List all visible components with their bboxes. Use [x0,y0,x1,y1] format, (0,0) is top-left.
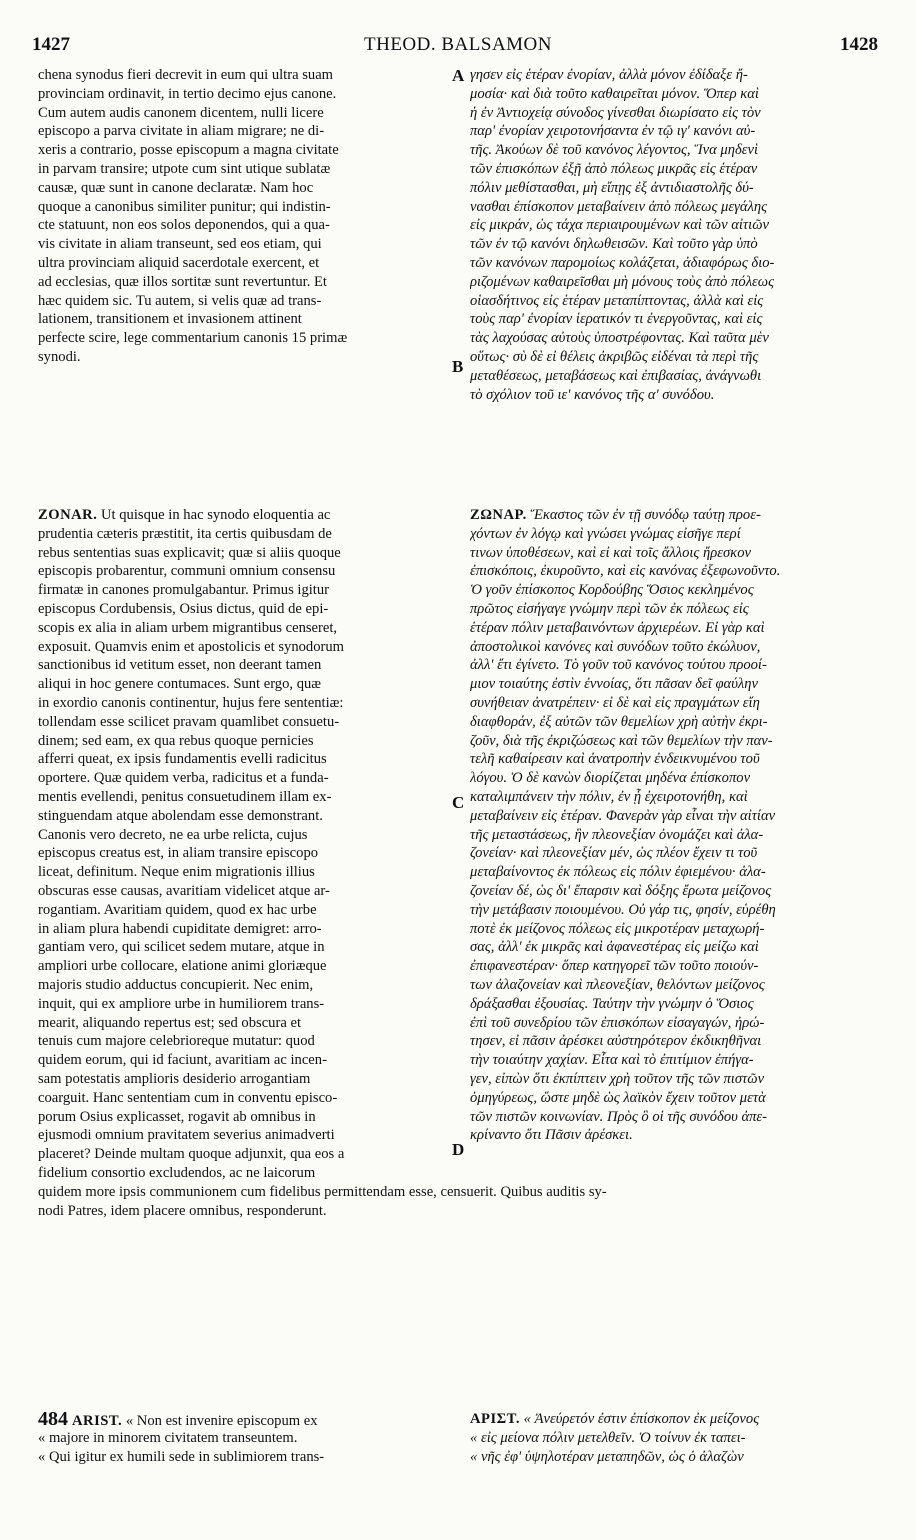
text-line: mearit, aliquando repertus est; sed obscura et [38,1014,302,1031]
text-line: cte statuunt, non eos solos deponendos, qui a qua- [38,217,330,234]
latin-aristenus-label: ARIST. [72,1413,123,1429]
text-line: τῶν πιστῶν κοινωνίαν. Πρὸς ὃ οἱ τῆς συνόδου ἀπε- [470,1108,768,1125]
text-line: ποτὲ ἐκ μείζονος πόλεως εἰς μικροτέραν μεταχωρή- [470,920,765,937]
text-line: ἡ ἐν Ἀντιοχείᾳ σύνοδος γίνεσθαι διωρίσατο εἰς τὸν [470,104,761,121]
text-line: ἐπισκόποις, ἐκυροῦντο, καὶ εἰς κανόνας ἐξεφωνοῦντο. [470,563,781,580]
text-line: τῶν κανόνων παρομοίως κολάζεται, ἀδιαφόρως διο- [470,254,775,271]
text-line: ἀλλ' ἔτι ἐγίνετο. Τὸ γοῦν τοῦ κανόνος τούτου προοί- [470,657,767,674]
margin-letter-d: D [452,1140,465,1159]
text-line: fidelium consortio excludendos, ac ne laicorum [38,1165,316,1181]
text-line: μιον τοιαύτης ἐστὶν ἐννοίας, ὅτι πᾶσαν δεῖ φαύλην [470,676,758,693]
text-line: εἰς μικράν, ὡς τάχα περιαιρουμένων καὶ τῶν αἰτιῶν [470,217,769,234]
latin-aristenus-body [38,1429,442,1467]
text-line: tenuis cum majore celebrioreque mutatur: quod [38,1033,315,1050]
text-line: mentis evellendi, penitus consuetudinem illam ex- [38,788,332,805]
full-width-continuation [38,1164,880,1220]
greek-aristenus-label: ΑΡΙΣΤ. [470,1411,520,1427]
text-line: τὴν τοιαύτην χαχίαν. Εἶτα καὶ τὸ ἐπιτίμιον ἐπήγα- [470,1052,754,1069]
text-line: rebus sententias suas explicavit; quæ si aliis quoque [38,544,341,561]
text-line: συνήθειαν ἀνατρέπειν· εἰ δὲ καὶ εἰς πραγμάτων εἴη [470,694,760,711]
margin-letter-c: C [452,793,465,812]
text-line: ejusmodi omnium pravitatem severius animadverti [38,1127,335,1144]
text-line: καταλιμπάνειν τὴν πόλιν, ἐν ᾗ ἐχειροτονήθη, καὶ [470,788,748,805]
latin-zonaras-body [38,525,442,1164]
text-line: majoris studio adductus concupierit. Nec enim, [38,976,314,993]
text-line: πρῶτος εἰσήγαγε γνώμην περὶ τῶν ἐκ πόλεως εἰς [470,600,749,617]
latin-aristenus-commentary [38,1410,442,1466]
text-line: Canonis vero decreto, ne ea urbe relicta, cujus [38,826,308,843]
text-line: obscuras esse causas, avaritiam videlicet atque ar- [38,882,330,899]
greek-zonaras-label: ΖΩΝΑΡ. [470,507,527,523]
text-line: τὴν μετάβασιν ποιουμένου. Οὐ γάρ τις, φησίν, εὑρέθη [470,901,776,918]
text-line: ampliori urbe collocare, elatione animi gloriæque [38,958,327,975]
text-line: δράξασθαι ἐξουσίας. Ταύτην τὴν γνώμην ὁ Ὅσιος [470,995,754,1012]
text-line: coarguit. Hanc sententiam cum in conventu episco- [38,1089,338,1106]
text-line: firmatæ in canones promulgabantur. Primus igitur [38,582,330,599]
greek-zonaras-body [470,525,880,1145]
text-line: τῆς μεταστάσεως, ἣν πλεονεξίαν ὀνομάζει καὶ ἀλα- [470,826,764,843]
text-line: μεταβαίνειν εἰς ἑτέραν. Φανερὰν γὰρ εἶναι τὴν αἰτίαν [470,807,776,824]
text-line: inquit, qui ex ampliore urbe in humiliorem trans- [38,995,325,1012]
text-line: perfecte scire, lege commentarium canonis 15 primæ [38,330,348,347]
latin-zonaras-first-line [38,506,442,525]
text-line: πόλιν μεθίστασθαι, μὴ εἴπῃς ἐξ ἀντιδιαστολῆς δύ- [470,179,754,196]
text-line: Cum autem audis canonem dicentem, nulli licere [38,104,324,121]
text-line: τησεν, εἰ πᾶσιν ἀρέσκει αὐστηρότερον ἐκδικηθῆναι [470,1033,762,1050]
page-number-left: 1427 [32,34,70,55]
greek-aristenus-commentary [470,1410,880,1466]
page-header [0,34,916,62]
text-line: τῶν ἐπισκόπων ἐξῇ ἀπὸ πόλεως μικρᾶς εἰς ἑτέραν [470,160,758,177]
greek-aristenus-first-line [470,1410,880,1429]
margin-letter-a: A [452,66,465,85]
text-line: episcopus Cordubensis, Osius dictus, quid de epi- [38,600,329,617]
greek-commentary-top [470,66,880,404]
page-section-number: 484 [38,1410,68,1429]
text-line: των ἀλαζονείαν καὶ πλεονεξίαν, θελόντων μείζονος [470,976,765,993]
text-line: porum Osius explicasset, rogavit ab omnibus in [38,1108,316,1125]
text-line: « νῆς ἐφ' ὑψηλοτέραν μεταπηδῶν, ὡς ὁ ἀλαζὼν [470,1448,744,1465]
latin-zonaras-line: Ut quisque in hac synodo eloquentia ac [101,507,331,523]
text-line: μεταθέσεως, μεταβάσεως καὶ ἐπιβασίας, ἀνάγνωθι [470,367,762,384]
text-line: ἐπιφανεστέραν· ὅπερ κατηγορεῖ τῶν τοῦτο ποιούν- [470,958,759,975]
text-line: διαφθοράν, ἐξ αὐτῶν τῶν θεμελίων χρὴ αὐτὴν ἐκρι- [470,713,768,730]
text-line: quidem eorum, qui id faciunt, avaritiam ac incen- [38,1052,327,1069]
page-number-right: 1428 [840,34,878,55]
text-line: ζονείαν· καὶ πλεονεξίαν μέν, ὡς πλέον ἔχειν τι τοῦ [470,845,758,862]
text-line: ριζομένων καθαιρεῖσθαι μὴ μόνους τοὺς ἀπὸ πόλεως [470,273,774,290]
text-line: in parvam transire; utpote cum sint utique sublatæ [38,160,331,177]
text-line: hæc quidem sic. Tu autem, si velis quæ ad trans- [38,292,322,309]
greek-aristenus-line: « Ἀνεύρετόν ἐστιν ἐπίσκοπον ἐκ μείζονος [523,1411,760,1427]
text-line: afferri queat, ex ipsis fundamentis evelli radicitus [38,751,327,768]
text-line: Ὁ γοῦν ἐπίσκοπος Κορδούβης Ὅσιος κεκλημένος [470,582,754,599]
latin-zonaras-label: ZONAR. [38,507,98,523]
text-line: xeris a contrario, posse episcopum a magna civitate [38,142,339,159]
latin-aristenus-line: « Non est invenire episcopum ex [125,1413,318,1429]
text-line: rogantiam. Avaritiam quidem, quod ex hac urbe [38,901,317,918]
text-line: οὕτως· σὺ δὲ εἰ θέλεις ἀκριβῶς εἰδέναι τὰ περὶ τῆς [470,348,759,365]
text-line: oportere. Quæ quidem verba, radicitus et a funda- [38,770,329,787]
text-line: τῆς. Ἀκούων δὲ τοῦ κανόνος λέγοντος, Ἵνα μηδενὶ [470,142,759,159]
latin-commentary-top [38,66,442,367]
greek-zonaras-commentary [470,506,880,1145]
text-line: τελῆ καθαίρεσιν καὶ ἀνατροπὴν ἐνδεικνυμένου τοῦ [470,751,760,768]
text-line: stinguendam atque abolendam esse demonstrant. [38,807,323,824]
text-line: in aliam plura habendi cupiditate demigret: arro- [38,920,322,937]
text-line: in exordio canonis continentur, hujus fere sententiæ: [38,694,344,711]
text-line: sanctionibus id vetitum esset, non deerant tamen [38,657,322,674]
text-line: « majore in minorem civitatem transeuntem. [38,1429,298,1446]
text-line: causæ, quæ sunt in canone declaratæ. Nam hoc [38,179,314,196]
margin-letter-b: B [452,357,464,376]
text-line: νασθαι ἐπίσκοπον μεταβαίνειν ἀπὸ πόλεως μεγάλης [470,198,768,215]
text-line: τινων ὑποθέσεων, καὶ εἰ καὶ τοῖς ἄλλοις ἤρεσκον [470,544,751,561]
latin-aristenus-first-line [38,1410,442,1429]
text-line: liceat, definitum. Neque enim migrationis illius [38,864,315,881]
greek-aristenus-body [470,1429,880,1467]
text-line: aliqui in hoc genere contumaces. Sunt ergo, quæ [38,676,322,693]
text-line: οἱασδήτινος εἰς ἑτέραν μεταπίπτοντας, ἀλλὰ καὶ εἰς [470,292,764,309]
greek-zonaras-line: Ἕκαστος τῶν ἐν τῇ συνόδῳ ταύτῃ προε- [530,507,761,523]
text-line: ὁμηγύρεως, ὥστε μηδὲ ὡς λαϊκὸν ἔχειν τοῦτον μετὰ [470,1089,766,1106]
text-line: μεταβαίνοντος ἐκ πόλεως εἰς πόλιν ἐφιεμένου· ἀλα- [470,864,766,881]
text-line: scopis ex alia in aliam urbem migrantibus censeret, [38,619,338,636]
text-line: παρ' ἐνορίαν χειροτονήσαντα ἐν τῷ ιγ' κανόνι αὐ- [470,123,756,140]
text-line: ζονείαν δέ, ὡς δι' ἔπαρσιν καὶ δόξης ἔρωτα μείζονος [470,882,772,899]
text-line: ἀποστολικοὶ κανόνες καὶ συνόδων τοῦτο ἐκώλυον, [470,638,761,655]
text-line: placeret? Deinde multam quoque adjunxit, qua eos a [38,1146,345,1163]
text-line: γησεν εἰς ἑτέραν ἐνορίαν, ἀλλὰ μόνον ἐδίδαξε ἤ- [470,67,748,83]
text-line: tollendam esse scilicet pravam quamlibet consuetu- [38,713,340,730]
text-line: quidem more ipsis communionem cum fidelibus permittendam esse, censuerit. Quibus auditis sy- [38,1183,607,1200]
text-line: σας, ἀλλ' ἐκ μικρᾶς καὶ ἀφανεστέρας εἰς μείζω καὶ [470,939,759,956]
text-line: τὰς λαχούσας αὐτοὺς ὑποστρέφοντας. Καὶ ταῦτα μὲν [470,330,769,347]
text-line: episcopus creatus est, in aliam transire episcopo [38,845,319,862]
text-line: « εἰς μείονα πόλιν μετελθεῖν. Ὁ τοίνυν ἐκ ταπει- [470,1429,746,1446]
text-line: ultra provinciam aliquid sacerdotale exercent, et [38,254,320,271]
text-line: τοὺς παρ' ἐνορίαν ἱερατικόν τι ἐνεργοῦντας, καὶ εἰς [470,311,763,328]
text-line: gantiam vero, qui scilicet sedem mutare, atque in [38,939,325,956]
text-line: « Qui igitur ex humili sede in sublimiorem trans- [38,1448,325,1465]
text-line: nodi Patres, idem placere omnibus, responderunt. [38,1202,327,1219]
text-line: episcopo a parva civitate in aliam migrare; ne di- [38,123,325,140]
text-line: ἑτέραν πόλιν μεταβαινόντων ἀρχιερέων. Εἰ γὰρ καὶ [470,619,765,636]
text-line: χόντων ἐν λόγῳ καὶ γνώσει γνώμας εἰσῆγε περί [470,525,741,542]
text-line: episcopis probarentur, communi omnium consensu [38,563,336,580]
text-line: dinem; sed eam, ex qua rebus quoque pernicies [38,732,314,749]
text-line: lationem, transitionem et invasionem attinent [38,311,302,328]
text-line: exposuit. Quamvis enim et apostolicis et synodorum [38,638,345,655]
text-line: chena synodus fieri decrevit in eum qui ultra suam [38,67,334,83]
text-line: vis civitate in aliam transeunt, sed eos etiam, qui [38,236,322,253]
text-line: provinciam ordinavit, in tertio decimo ejus canone. [38,85,337,102]
text-line: λόγου. Ὁ δὲ κανὼν διορίζεται μηδένα ἐπίσκοπον [470,770,751,787]
text-line: ad ecclesias, quæ illos sortitæ sunt revertuntur. Et [38,273,327,290]
text-line: sam potestatis amplioris desiderio arrogantiam [38,1070,311,1087]
text-line: prudentia cæteris præstitit, ita certis quibusdam de [38,525,332,542]
text-line: ἐπὶ τοῦ συνεδρίου τῶν ἐπισκόπων εἰσαγαγών, ἠρώ- [470,1014,765,1031]
latin-zonaras-commentary [38,506,442,1164]
greek-zonaras-first-line [470,506,880,525]
text-line: ζοῦν, διὰ τῆς ἐκριζώσεως καὶ τῶν θεμελίων τὴν παν- [470,732,773,749]
text-line: quoque a canonibus similiter punitur; qui indistin- [38,198,331,215]
text-line: τὸ σχόλιον τοῦ ιε' κανόνος τῆς α' συνόδου. [470,386,715,403]
running-title: THEOD. BALSAMON [364,34,552,55]
text-line: τῶν ἐν τῷ κανόνι δηλωθεισῶν. Καὶ τοῦτο γὰρ ὑπὸ [470,236,758,253]
text-line: γεν, εἰπὼν ὅτι ἐκπίπτειν χρὴ τοῦτον τῆς τῶν πιστῶν [470,1070,765,1087]
text-line: κρίναντο ὅτι Πᾶσιν ἀρέσκει. [470,1127,633,1144]
text-line: synodi. [38,348,81,365]
text-line: μοσία· καὶ διὰ τοῦτο καθαιρεῖται μόνον. Ὅπερ καὶ [470,85,759,102]
